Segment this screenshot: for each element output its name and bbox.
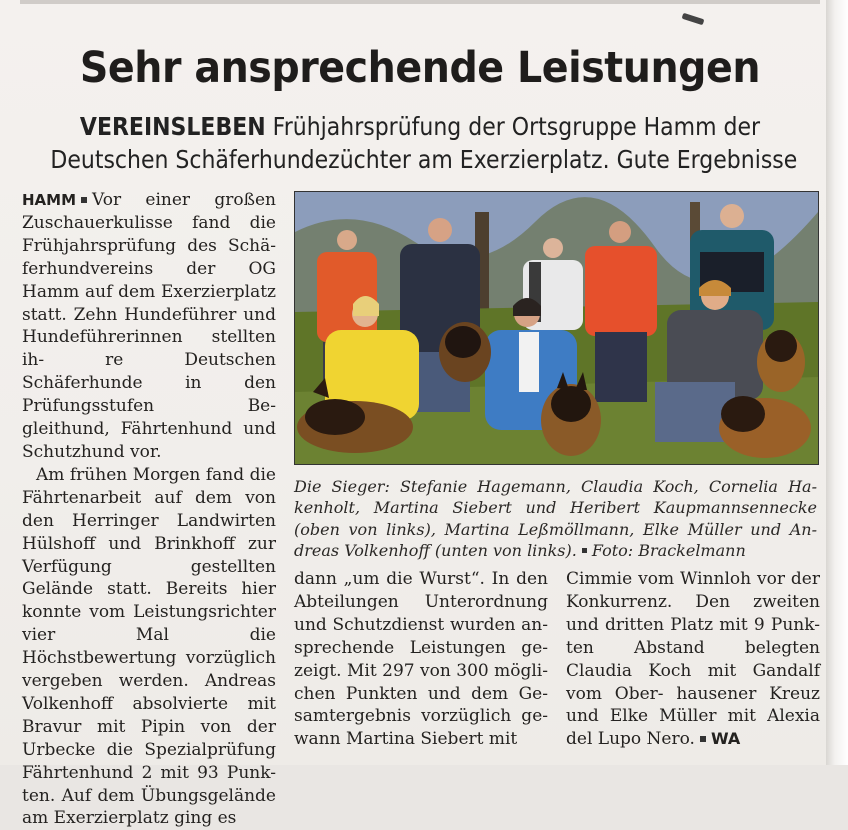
col2-line: wann Martina Siebert mit — [294, 729, 518, 750]
col1-line: am Exerzierplatz ging es — [22, 808, 237, 829]
col2-line: samtergebnis vorzüglich ge- — [294, 706, 548, 727]
subheading-line-2: Deutschen Schäferhundezüchter am Exerzierplatz. Gute Ergebnisse — [50, 145, 798, 174]
subheading-text-1: Frühjahrsprüfung der Ortsgruppe Hamm der — [272, 112, 761, 141]
col2-line: sprechende Leistungen ge- — [294, 637, 548, 658]
col1-line: Urbecke die Spezialprüfung — [22, 739, 276, 760]
col1-line: statt. Zehn Hundeführer und — [22, 304, 276, 325]
dateline: HAMM — [22, 191, 77, 209]
col3-line: hausener Kreuz und Elke — [566, 683, 820, 727]
subheading-line-1 — [50, 110, 789, 144]
col1-line: Höchstbewertung vorzüglich — [22, 648, 276, 669]
col2-line: und Schutzdienst wurden an- — [294, 614, 548, 635]
col1-line: den Herringer Landwirten — [22, 510, 276, 531]
dateline-square-icon — [81, 197, 87, 203]
caption-line: Die Sieger: Stefanie Hagemann, Claudia Koch, Cornelia Ha- — [294, 477, 817, 496]
caption-line: kenholt, Martina Siebert und Heribert Kaupmannsennecke — [294, 498, 817, 518]
col2-line: dann „um die Wurst“. In den — [294, 569, 548, 589]
end-square-icon — [700, 736, 706, 742]
person-back-4 — [585, 221, 657, 402]
col1-line: ferhundvereins der OG — [22, 258, 276, 279]
col1-line: vergeben werden. Andreas — [22, 671, 276, 692]
col1-line: Fährtenhund 2 mit 93 Punk- — [22, 762, 276, 783]
col3-line: Koch mit Gandalf vom Ober- — [566, 660, 820, 704]
col3-line: Nero. — [646, 729, 695, 750]
caption-line: (oben von links), Martina Leßmöllmann, Elke Müller und An- — [294, 519, 817, 539]
headline: Sehr ansprechende Leistungen — [79, 43, 761, 93]
photo-caption — [294, 476, 817, 561]
col1-line: Verfügung gestellten Gelände — [22, 556, 276, 600]
paragraph-4 — [566, 568, 820, 751]
col1-line: in den Prüfungsstufen Be- — [22, 373, 276, 417]
col3-line: und dritten Platz mit 9 Punk- — [566, 614, 820, 635]
col3-line: Müller mit Alexia del Lupo — [566, 706, 821, 750]
group-photo — [294, 191, 819, 465]
ink-mark — [682, 13, 705, 26]
top-rule — [20, 0, 820, 4]
col1-line: Hundeführerinnen stellten ih- — [22, 327, 276, 371]
col1-line: Vor einer großen — [92, 190, 276, 210]
col1-line: Zuschauerkulisse fand die — [22, 212, 276, 233]
col2-line: zeigt. Mit 297 von 300 mögli- — [294, 660, 548, 681]
col1-line: Am frühen Morgen fand die — [36, 464, 276, 485]
col3-line: ten Abstand belegten Claudia — [566, 637, 820, 681]
col3-line: der Konkurrenz. Den zweiten — [566, 569, 820, 612]
article-column-1 — [22, 189, 276, 830]
col2-line: Abteilungen Unterordnung — [294, 591, 548, 612]
col1-line: statt. Bereits hier konnte vom — [22, 579, 277, 623]
paragraph-3 — [294, 568, 548, 751]
col1-line: Hamm auf dem Exerzierplatz — [22, 281, 276, 302]
col1-line: Leistungsrichter vier Mal die — [22, 602, 276, 646]
dog-2 — [439, 322, 491, 382]
paragraph-2 — [22, 464, 276, 830]
photo-credit: Foto: Brackelmann — [591, 540, 746, 560]
col1-line: Hülshoff und Brinkhoff zur — [22, 533, 276, 554]
kicker: VEREINSLEBEN — [79, 112, 266, 141]
article-column-2 — [294, 568, 548, 751]
caption-line: dreas Volkenhoff (unten von links). — [294, 540, 577, 560]
col1-line: Fährtenarbeit auf dem von — [22, 487, 276, 508]
col1-line: Schutzhund vor. — [22, 441, 162, 462]
col1-line: Bravur mit Pipin von der — [22, 716, 276, 737]
group-photo-illustration — [295, 192, 818, 464]
col2-line: chen Punkten und dem Ge- — [294, 683, 548, 704]
article-column-3 — [566, 568, 820, 751]
col1-line: gleithund, Fährtenhund und — [22, 419, 276, 440]
col1-line: Frühjahrsprüfung des Schä- — [22, 235, 276, 256]
col1-line: Volkenhoff absolvierte mit — [22, 693, 276, 714]
col3-line: Cimmie vom Winnloh vor — [566, 569, 785, 589]
col1-line: re Deutschen Schäferhunde — [22, 350, 276, 394]
author-signature: WA — [710, 729, 741, 749]
paragraph-1 — [22, 189, 276, 464]
credit-square-icon — [582, 548, 587, 553]
col1-line: ten. Auf dem Übungsgelände — [22, 785, 276, 806]
page-edge — [826, 0, 848, 765]
